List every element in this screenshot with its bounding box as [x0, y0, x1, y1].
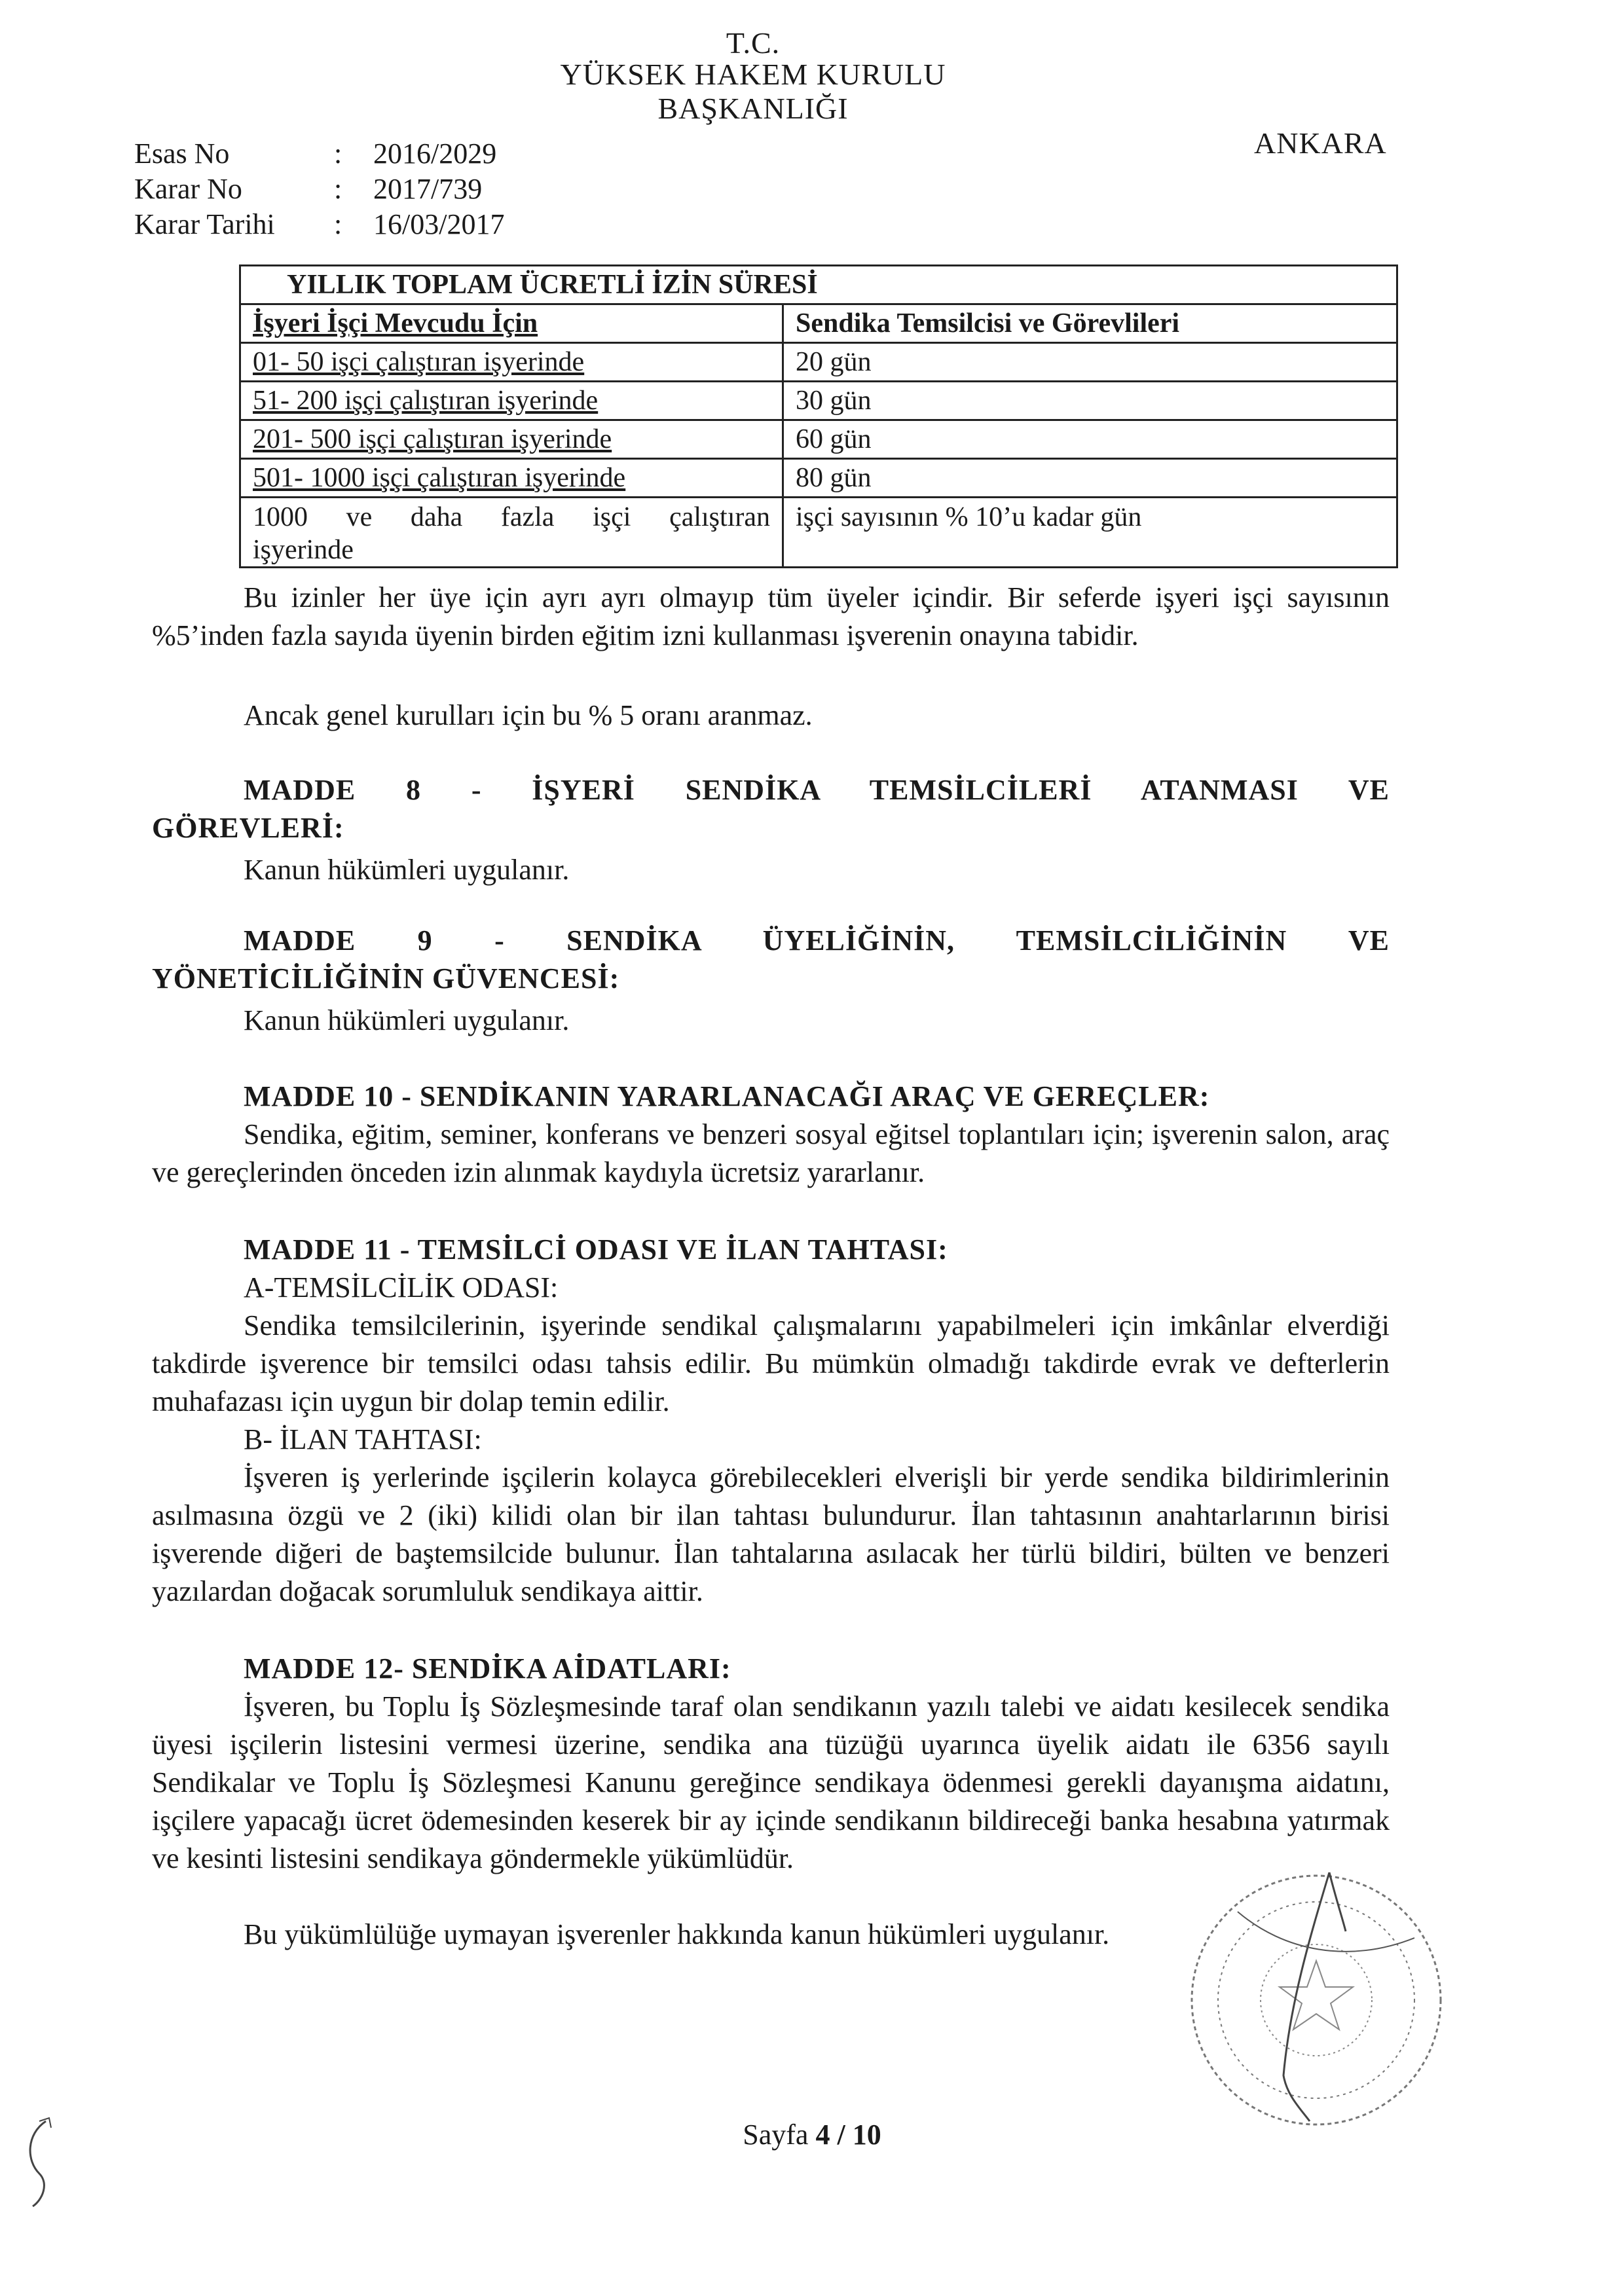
article-12-heading: MADDE 12- SENDİKA AİDATLARI: — [244, 1652, 731, 1685]
article-11-subheading-b: B- İLAN TAHTASI: — [244, 1423, 482, 1455]
meta-value: 16/03/2017 — [373, 208, 505, 240]
table-row — [240, 459, 1397, 498]
table-row — [240, 343, 1397, 382]
table-title-row — [240, 266, 1397, 304]
article-9-heading-line2: YÖNETİCİLİĞİNİN GÜVENCESİ: — [152, 962, 620, 994]
meta-value: 2017/739 — [373, 173, 483, 205]
table-cell: 80 gün — [783, 459, 1397, 498]
table-cell: işçi sayısının % 10’u kadar gün — [783, 498, 1397, 568]
case-meta — [134, 136, 504, 242]
meta-sep: : — [334, 173, 342, 205]
article-11-text-a: Sendika temsilcilerinin, işyerinde sendikal çalışmalarını yapabilmeleri için imkânlar elverdiği takdirde işverence bir temsilci odası tahsis edilir. Bu mümkün olmadığı takdirde evrak ve defterlerin muhafazası için uygun bir dolap temin edilir. — [152, 1309, 1390, 1417]
footer-page-number: 4 / 10 — [815, 2119, 881, 2151]
article-12-text-2: Bu yükümlülüğe uymayan işverenler hakkında kanun hükümleri uygulanır. — [244, 1918, 1110, 1950]
meta-key: Karar Tarihi — [134, 208, 275, 240]
table-cell: 51- 200 işçi çalıştıran işyerinde — [240, 382, 783, 420]
header-tc: T.C. — [726, 26, 781, 60]
header-institution: YÜKSEK HAKEM KURULU — [560, 58, 946, 91]
table-header-cell: İşyeri İşçi Mevcudu İçin — [240, 304, 783, 343]
article-10-text: Sendika, eğitim, seminer, konferans ve benzeri sosyal eğitsel toplantıları için; işverenin salon, araç ve gereçlerinden önceden izin alınmak kaydıyla ücretsiz yararlanır. — [152, 1118, 1390, 1188]
meta-sep: : — [334, 208, 342, 240]
table-row — [240, 382, 1397, 420]
table-header-row — [240, 304, 1397, 343]
article-8-text: Kanun hükümleri uygulanır. — [244, 854, 570, 886]
meta-row-esas — [134, 136, 504, 172]
meta-row-karar — [134, 172, 504, 207]
table-cell: 60 gün — [783, 420, 1397, 459]
article-10-heading: MADDE 10 - SENDİKANIN YARARLANACAĞI ARAÇ VE GEREÇLER: — [244, 1080, 1210, 1112]
page-footer — [0, 2118, 1624, 2151]
table-title: YILLIK TOPLAM ÜCRETLİ İZİN SÜRESİ — [240, 266, 1397, 304]
article-12-text: İşveren, bu Toplu İş Sözleşmesinde taraf olan sendikanın yazılı talebi ve aidatı kesilecek sendika üyesi işçilerin listesini vermesi üzerine, sendika ana tüzüğü uyarınca üyelik aidatı ile 6356 sayılı Sendikalar ve Toplu İş Sözleşmesi Kanunu gereğince sendikaya ödenmesi gerekli dayanışma aidatını, işçilere yapacağı ücret ödemesinden keserek bir ay içinde sendikanın bildireceği banka hesabına yatırmak ve kesinti listesini sendikaya göndermekle yükümlüdür. — [152, 1690, 1390, 1874]
table-cell: 01- 50 işçi çalıştıran işyerinde — [240, 343, 783, 382]
meta-key: Karar No — [134, 173, 242, 205]
article-8-heading-line2: GÖREVLERİ: — [152, 812, 344, 844]
table-cell: 501- 1000 işçi çalıştıran işyerinde — [240, 459, 783, 498]
article-9-heading — [152, 922, 1390, 998]
official-stamp — [1179, 1859, 1454, 2134]
meta-row-tarih — [134, 207, 504, 242]
article-8-heading — [152, 771, 1390, 847]
article-11-text-b: İşveren iş yerlerinde işçilerin kolayca görebilecekleri elverişli bir yerde sendika bildirimlerinin asılmasına özgü ve 2 (iki) kilidi olan bir ilan tahtası bulundurur. İlan tahtasının anahtarlarının birisi işverende diğeri de baştemsilcide bulunur. İlan tahtalarına asılacak her türlü bildiri, bülten ve benzeri yazılardan doğacak sorumluluk sendikaya aittir. — [152, 1461, 1390, 1607]
paragraph-general-assembly: Ancak genel kurulları için bu % 5 oranı aranmaz. — [244, 699, 813, 731]
table-cell: 201- 500 işçi çalıştıran işyerinde — [240, 420, 783, 459]
article-9-heading-line1: MADDE 9 - SENDİKA ÜYELİĞİNİN, TEMSİLCİLİĞİNİN VE — [244, 924, 1390, 957]
table-cell-line: işyerinde — [253, 535, 354, 565]
table-row — [240, 420, 1397, 459]
meta-sep: : — [334, 137, 342, 170]
article-11-heading: MADDE 11 - TEMSİLCİ ODASI VE İLAN TAHTASI: — [244, 1233, 948, 1266]
meta-key: Esas No — [134, 137, 230, 170]
header-presidency: BAŞKANLIĞI — [657, 92, 849, 125]
header-city: ANKARA — [1254, 126, 1387, 160]
meta-value: 2016/2029 — [373, 137, 497, 170]
article-8-heading-line1: MADDE 8 - İŞYERİ SENDİKA TEMSİLCİLERİ ATANMASI VE — [244, 774, 1390, 806]
table-cell: 20 gün — [783, 343, 1397, 382]
table-cell-line: 1000 ve daha fazla işçi çalıştıran — [253, 502, 770, 532]
article-9-text: Kanun hükümleri uygulanır. — [244, 1004, 570, 1036]
table-cell-multiline — [240, 498, 783, 568]
article-11-subheading-a: A-TEMSİLCİLİK ODASI: — [244, 1271, 559, 1303]
footer-prefix: Sayfa — [743, 2119, 816, 2151]
table-row — [240, 498, 1397, 568]
paragraph-leave-note: Bu izinler her üye için ayrı ayrı olmayıp tüm üyeler içindir. Bir seferde işyeri işçi sayısının %5’inden fazla sayıda üyenin birden eğitim izni kullanması işverenin onayına tabidir. — [152, 581, 1390, 651]
leave-duration-table — [239, 264, 1398, 568]
table-cell: 30 gün — [783, 382, 1397, 420]
table-header-cell: Sendika Temsilcisi ve Görevlileri — [783, 304, 1397, 343]
